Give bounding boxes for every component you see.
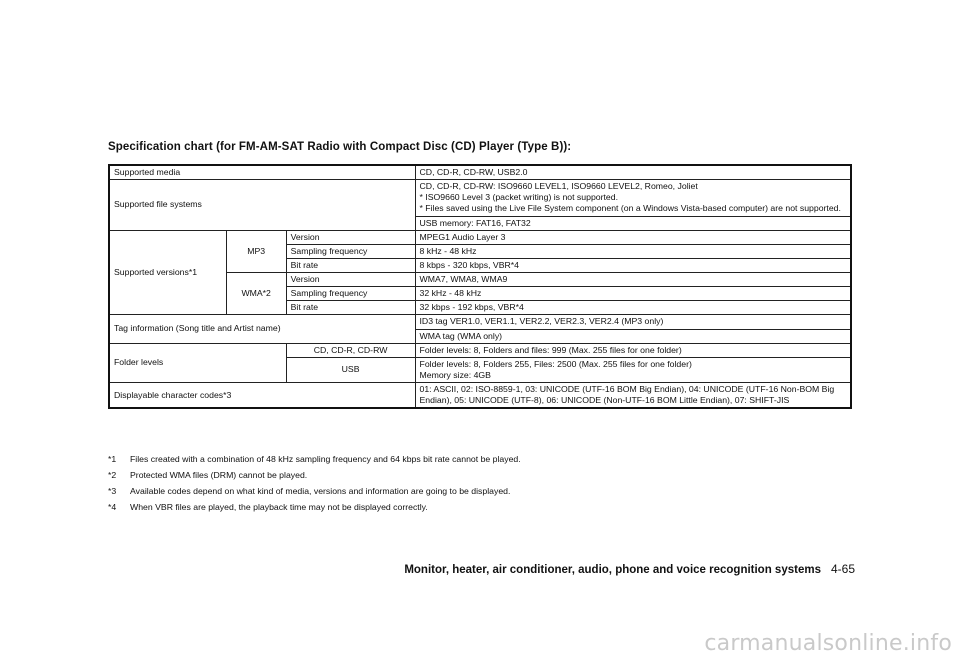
tag-info-label: Tag information (Song title and Artist name) — [109, 315, 415, 343]
footnote — [108, 451, 868, 467]
tag-info-id3-value: ID3 tag VER1.0, VER1.1, VER2.2, VER2.3, VER2.4 (MP3 only) — [415, 315, 851, 329]
folder-usb-memory-line: Memory size: 4GB — [419, 369, 491, 380]
folder-usb-line: Folder levels: 8, Folders 255, Files: 2500 (Max. 255 files for one folder) — [419, 358, 692, 369]
footnote-mark: *4 — [108, 502, 117, 512]
footnote-text: Protected WMA files (DRM) cannot be played. — [130, 470, 308, 480]
table-row — [109, 165, 851, 180]
supported-media-label: Supported media — [109, 165, 415, 180]
mp3-version-value: MPEG1 Audio Layer 3 — [415, 230, 851, 244]
table-row — [109, 230, 851, 244]
mp3-version-label: Version — [286, 230, 415, 244]
footnote — [108, 483, 868, 499]
file-systems-note-line: * Files saved using the Live File System component (on a Windows Vista-based computer) are not supported. — [419, 203, 841, 214]
mp3-sampling-label: Sampling frequency — [286, 244, 415, 258]
footnotes — [108, 451, 868, 515]
specification-table — [108, 164, 852, 409]
footnote — [108, 467, 868, 483]
wma-bitrate-label: Bit rate — [286, 301, 415, 315]
folder-levels-label: Folder levels — [109, 343, 286, 382]
file-systems-cd-value — [415, 180, 851, 216]
supported-versions-label: Supported versions*1 — [109, 230, 226, 315]
file-systems-label: Supported file systems — [109, 180, 415, 231]
file-systems-usb-value: USB memory: FAT16, FAT32 — [415, 216, 851, 230]
footnote-text: Available codes depend on what kind of media, versions and information are going to be displayed. — [130, 486, 511, 496]
table-row — [109, 180, 851, 216]
supported-media-value: CD, CD-R, CD-RW, USB2.0 — [415, 165, 851, 180]
page-number: 4-65 — [830, 562, 855, 576]
wma-sampling-value: 32 kHz - 48 kHz — [415, 287, 851, 301]
table-row — [109, 383, 851, 409]
mp3-bitrate-label: Bit rate — [286, 258, 415, 272]
page-footer — [0, 562, 855, 576]
wma-version-value: WMA7, WMA8, WMA9 — [415, 273, 851, 287]
wma-sampling-label: Sampling frequency — [286, 287, 415, 301]
wma-version-label: Version — [286, 273, 415, 287]
character-codes-value: 01: ASCII, 02: ISO-8859-1, 03: UNICODE (UTF-16 BOM Big Endian), 04: UNICODE (UTF-16 Non-BOM Big Endian), 05: UNICODE (UTF-8), 06: UNICODE (Non-UTF-16 BOM Little Endian), 07: SHIFT-JIS — [415, 383, 851, 409]
folder-usb-label: USB — [286, 357, 415, 382]
mp3-sampling-value: 8 kHz - 48 kHz — [415, 244, 851, 258]
table-row — [109, 343, 851, 357]
footnote-mark: *3 — [108, 486, 117, 496]
folder-cd-label: CD, CD-R, CD-RW — [286, 343, 415, 357]
table-row — [109, 315, 851, 329]
tag-info-wma-value: WMA tag (WMA only) — [415, 329, 851, 343]
wma-label: WMA*2 — [226, 273, 286, 315]
file-systems-cd-line: CD, CD-R, CD-RW: ISO9660 LEVEL1, ISO9660 LEVEL2, Romeo, Joliet — [419, 181, 698, 192]
character-codes-label: Displayable character codes*3 — [109, 383, 415, 409]
folder-usb-value — [415, 357, 851, 382]
footer-section-title: Monitor, heater, air conditioner, audio, phone and voice recognition systems — [404, 564, 821, 576]
footnote-mark: *1 — [108, 454, 117, 464]
mp3-bitrate-value: 8 kbps - 320 kbps, VBR*4 — [415, 258, 851, 272]
wma-bitrate-value: 32 kbps - 192 kbps, VBR*4 — [415, 301, 851, 315]
footnote-text: When VBR files are played, the playback time may not be displayed correctly. — [130, 502, 428, 512]
file-systems-note-line: * ISO9660 Level 3 (packet writing) is not supported. — [419, 192, 618, 203]
footnote-text: Files created with a combination of 48 kHz sampling frequency and 64 kbps bit rate cannot be played. — [130, 454, 521, 464]
folder-cd-value: Folder levels: 8, Folders and files: 999 (Max. 255 files for one folder) — [415, 343, 851, 357]
footnote — [108, 499, 868, 515]
watermark: carmanualsonline.info — [704, 631, 952, 656]
mp3-label: MP3 — [226, 230, 286, 272]
footnote-mark: *2 — [108, 470, 117, 480]
section-title: Specification chart (for FM-AM-SAT Radio with Compact Disc (CD) Player (Type B)): — [108, 141, 572, 153]
